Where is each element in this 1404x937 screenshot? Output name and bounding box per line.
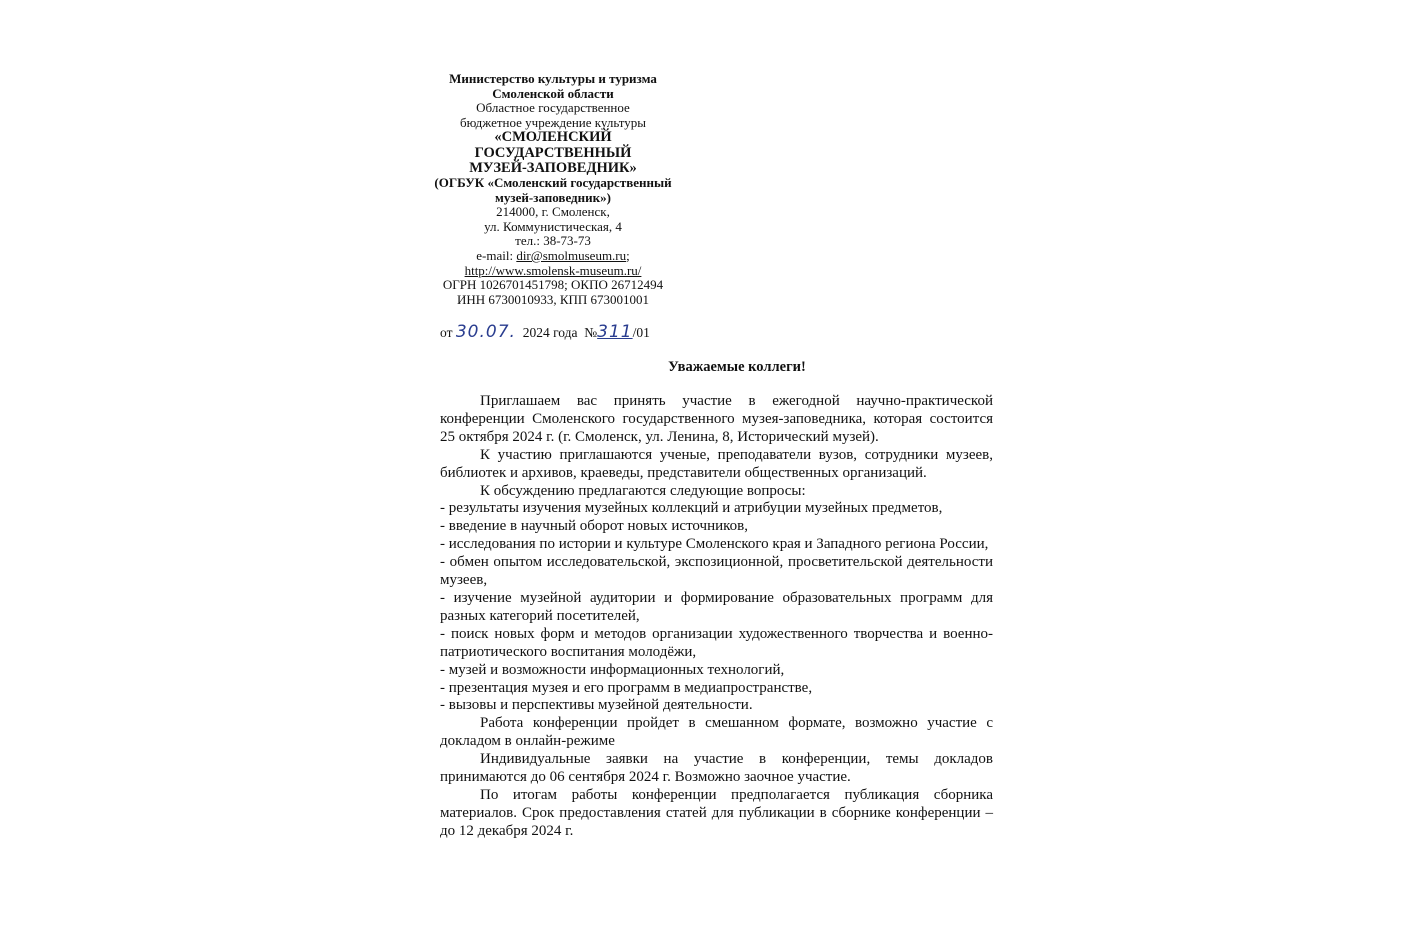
list-item: - поиск новых форм и методов организации художественного творчества и военно-патриотического воспитания молодёжи,	[440, 625, 993, 660]
email-suffix: ;	[626, 247, 630, 263]
paragraph-publication: По итогам работы конференции предполагается публикация сборника материалов. Срок предоставления статей для публикации в сборнике конференции – до 12 декабря 2024 г.	[440, 786, 993, 839]
list-item: - изучение музейной аудитории и формирование образовательных программ для разных категорий посетителей,	[440, 589, 993, 624]
paragraph-invitation: Приглашаем вас принять участие в ежегодной научно-практической конференции Смоленского государственного музея-заповедника, которая состоится 25 октября 2024 г. (г. Смоленск, ул. Ленина, 8, Исторический музей).	[440, 393, 993, 445]
number-suffix: /01	[632, 325, 650, 340]
ogrn-okpo: ОГРН 1026701451798; ОКПО 26712494	[442, 277, 664, 293]
date-number-line	[440, 322, 650, 342]
list-item: - презентация музея и его программ в медиапространстве,	[440, 679, 813, 696]
paragraph-participants: К участию приглашаются ученые, преподаватели вузов, сотрудники музеев, библиотек и архивов, краеведы, представители общественных организаций.	[440, 446, 993, 481]
list-item: - вызовы и перспективы музейной деятельности.	[440, 697, 753, 714]
handwritten-date: 30.07.	[455, 322, 516, 342]
letterhead	[420, 72, 686, 307]
greeting-heading: Уважаемые коллеги!	[668, 359, 806, 375]
paragraph-topics-intro: К обсуждению предлагаются следующие вопросы:	[480, 482, 806, 499]
institution-type-line1: Областное государственное	[476, 100, 630, 116]
ministry-name: Министерство культуры и туризма	[449, 71, 657, 86]
institution-short-name-line2: музей-заповедник»)	[495, 189, 611, 205]
institution-name-line1: «СМОЛЕНСКИЙ	[494, 129, 612, 146]
institution-name-line2: ГОСУДАРСТВЕННЫЙ	[474, 144, 632, 161]
list-item: - исследования по истории и культуре Смоленского края и Западного региона России,	[440, 536, 989, 553]
email-link[interactable]: dir@smolmuseum.ru	[516, 247, 627, 263]
handwritten-number: 311	[597, 322, 633, 342]
website-link[interactable]: http://www.smolensk-museum.ru/	[464, 262, 642, 278]
institution-type-line2: бюджетное учреждение культуры	[459, 114, 646, 130]
list-item: - обмен опытом исследовательской, экспозиционной, просветительской деятельности музеев,	[440, 554, 993, 589]
address-city: 214000, г. Смоленск,	[496, 204, 610, 220]
email-label: e-mail:	[476, 247, 517, 263]
paragraph-applications: Индивидуальные заявки на участие в конференции, темы докладов принимаются до 06 сентября 2024 г. Возможно заочное участие.	[440, 751, 993, 786]
date-year: 2024 года	[515, 325, 585, 340]
institution-short-name-line1: (ОГБУК «Смоленский государственный	[434, 174, 672, 190]
phone: тел.: 38-73-73	[515, 233, 591, 249]
paragraph-format: Работа конференции пройдет в смешанном формате, возможно участие с докладом в онлайн-режиме	[440, 715, 993, 750]
number-sign: №	[584, 325, 598, 340]
date-prefix: от	[440, 325, 456, 340]
ministry-region: Смоленской области	[492, 85, 614, 101]
email-line	[420, 249, 686, 264]
list-item: - результаты изучения музейных коллекций и атрибуции музейных предметов,	[440, 500, 943, 517]
list-item: - музей и возможности информационных технологий,	[440, 661, 785, 678]
list-item: - введение в научный оборот новых источников,	[440, 518, 749, 535]
letter-body	[440, 393, 993, 841]
address-street: ул. Коммунистическая, 4	[484, 218, 622, 234]
inn-kpp: ИНН 6730010933, КПП 673001001	[456, 291, 650, 307]
institution-name-line3: МУЗЕЙ-ЗАПОВЕДНИК»	[469, 159, 637, 176]
